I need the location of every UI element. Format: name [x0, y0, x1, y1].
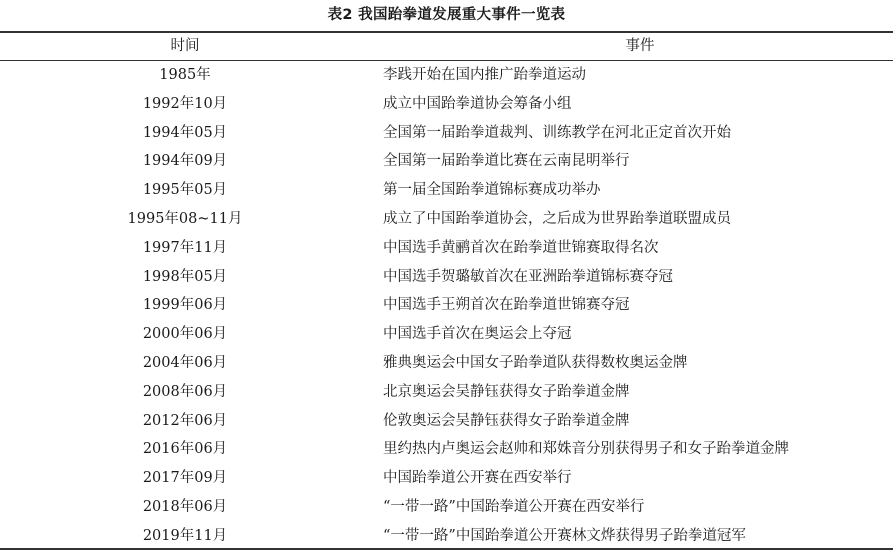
table-row: [0, 522, 893, 551]
row-event: 里约热内卢奥运会赵帅和郑姝音分别获得男子和女子跆拳道金牌: [383, 441, 789, 458]
table-row: [0, 378, 893, 407]
row-event: 成立中国跆拳道协会筹备小组: [383, 95, 572, 112]
table-caption: 表2 我国跆拳道发展重大事件一览表: [327, 7, 566, 23]
row-time: 1997年11月: [142, 239, 228, 256]
row-time: 1998年05月: [142, 268, 228, 285]
table-row: [0, 90, 893, 119]
table-row: [0, 349, 893, 378]
row-event: 成立了中国跆拳道协会，之后成为世界跆拳道联盟成员: [383, 211, 731, 227]
row-time: 2000年06月: [142, 326, 228, 343]
row-time: 1995年08~11月: [127, 211, 243, 227]
row-event: 全国第一届跆拳道裁判、训练教学在河北正定首次开始: [383, 124, 731, 141]
row-time: 2019年11月: [142, 527, 228, 544]
row-time: 2004年06月: [142, 355, 228, 371]
table-row: [0, 147, 893, 176]
row-time: 1994年05月: [142, 124, 228, 141]
row-time: 1999年06月: [142, 297, 228, 314]
table-row: [0, 464, 893, 493]
row-event: 北京奥运会吴静钰获得女子跆拳道金牌: [383, 383, 630, 400]
row-event: 中国选手黄鹂首次在跆拳道世锦赛取得名次: [383, 239, 659, 256]
row-event: “一带一路”中国跆拳道公开赛林文烨获得男子跆拳道冠军: [383, 527, 746, 544]
row-event: 雅典奥运会中国女子跆拳道队获得数枚奥运金牌: [383, 355, 688, 371]
row-event: “一带一路”中国跆拳道公开赛在西安举行: [383, 499, 645, 515]
table-row: [0, 176, 893, 205]
table-row: [0, 234, 893, 263]
row-event: 第一届全国跆拳道锦标赛成功举办: [383, 182, 601, 199]
row-event: 中国选手首次在奥运会上夺冠: [383, 326, 572, 343]
row-time: 2008年06月: [142, 383, 228, 400]
table-row: [0, 407, 893, 436]
table-row: [0, 205, 893, 234]
row-time: 2012年06月: [142, 412, 228, 429]
row-event: 伦敦奥运会吴静钰获得女子跆拳道金牌: [383, 412, 630, 429]
header-time: 时间: [170, 38, 200, 54]
row-event: 中国选手王朔首次在跆拳道世锦赛夺冠: [383, 297, 630, 314]
row-time: 2018年06月: [142, 499, 228, 515]
row-time: 2017年09月: [142, 470, 228, 487]
row-event: 李践开始在国内推广跆拳道运动: [383, 67, 586, 83]
table-row: [0, 435, 893, 464]
table-row: [0, 61, 893, 90]
row-time: 1985年: [159, 67, 211, 83]
table-header-row: [0, 32, 893, 60]
table-row: [0, 493, 893, 522]
table-row: [0, 263, 893, 292]
table-bottom-rule: [0, 548, 893, 550]
row-time: 2016年06月: [142, 441, 228, 458]
table-row: [0, 320, 893, 349]
table-row: [0, 119, 893, 148]
row-time: 1995年05月: [142, 182, 228, 199]
header-event: 事件: [625, 38, 655, 54]
row-event: 全国第一届跆拳道比赛在云南昆明举行: [383, 153, 630, 170]
row-event: 中国跆拳道公开赛在西安举行: [383, 470, 572, 487]
row-event: 中国选手贺璐敏首次在亚洲跆拳道锦标赛夺冠: [383, 268, 673, 285]
row-time: 1992年10月: [142, 95, 228, 112]
table-row: [0, 291, 893, 320]
row-time: 1994年09月: [142, 153, 228, 170]
